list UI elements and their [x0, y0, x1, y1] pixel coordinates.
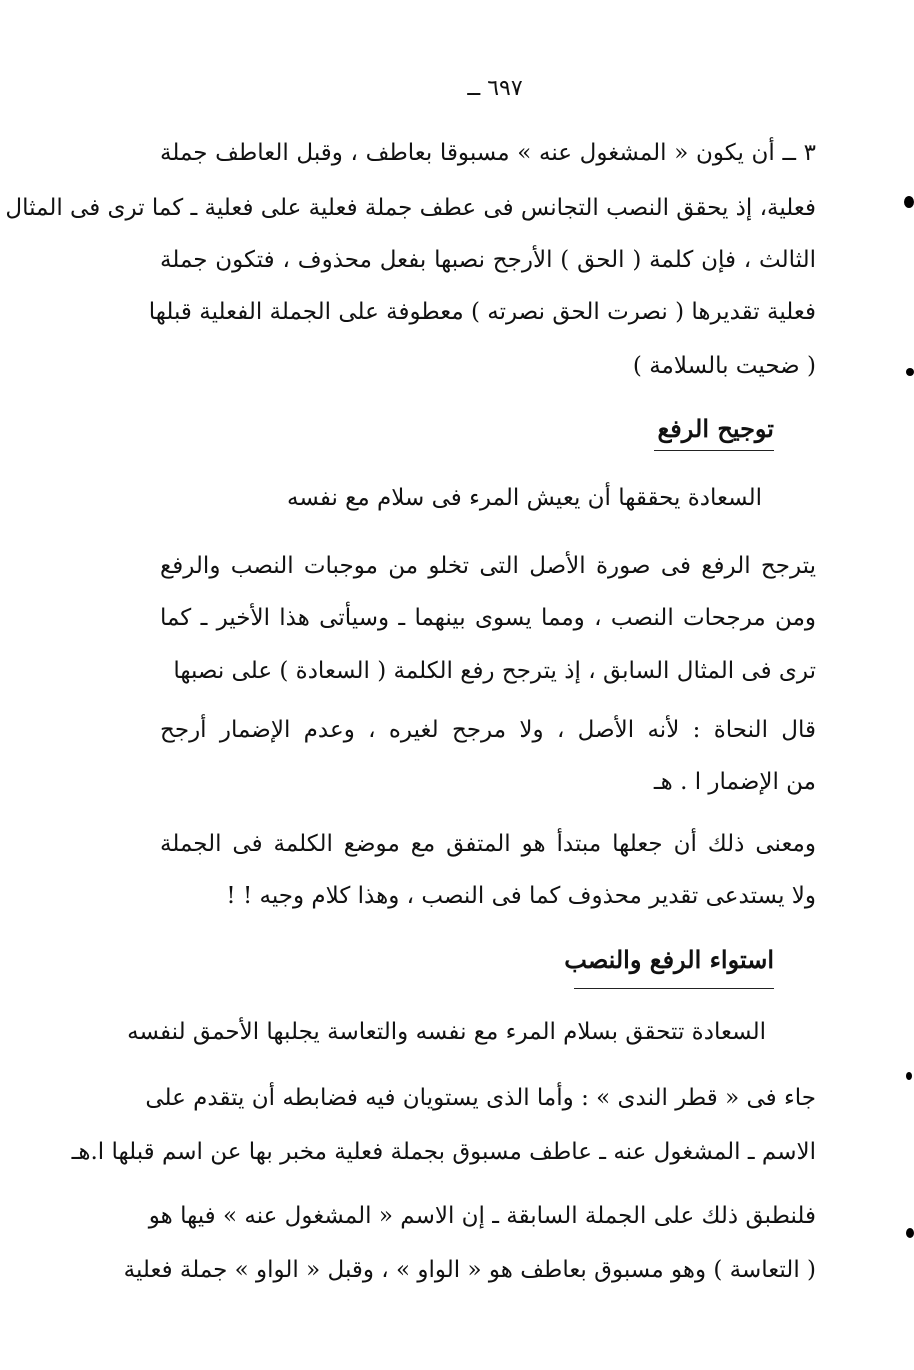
heading-underline: [574, 988, 774, 989]
paragraph-line: قال النحاة : لأنه الأصل ، ولا مرجح لغيره ، وعدم الإضمار أرجح: [160, 717, 816, 743]
scan-mark: [906, 1228, 914, 1238]
scan-mark: [906, 1072, 912, 1080]
paragraph-line: فعلية تقديرها ( نصرت الحق نصرته ) معطوفة على الجملة الفعلية قبلها: [148, 299, 816, 325]
paragraph-line: ( ضحيت بالسلامة ): [632, 353, 816, 379]
paragraph-line: الاسم ـ المشغول عنه ـ عاطف مسبوق بجملة فعلية مخبر بها عن اسم قبلها ا.هـ: [71, 1139, 816, 1165]
scan-mark: [904, 196, 914, 208]
paragraph-line: جاء فى « قطر الندى » : وأما الذى يستويان فيه فضابطه أن يتقدم على: [145, 1085, 816, 1111]
page-number: ٦٩٧ ــ: [467, 76, 523, 101]
section-heading: توجيح الرفع: [657, 414, 774, 443]
paragraph-line: ومن مرجحات النصب ، ومما يسوى بينهما ـ وسيأتى هذا الأخير ـ كما: [160, 605, 816, 631]
paragraph-line: فعلية، إذ يحقق النصب التجانس فى عطف جملة فعلية على فعلية ـ كما ترى فى المثال: [5, 195, 816, 221]
section-heading: استواء الرفع والنصب: [564, 945, 774, 974]
example-sentence: السعادة تتحقق بسلام المرء مع نفسه والتعاسة يجلبها الأحمق لنفسه: [127, 1019, 766, 1045]
paragraph-line: من الإضمار ا . هـ: [653, 769, 816, 795]
paragraph-line: ومعنى ذلك أن جعلها مبتدأ هو المتفق مع موضع الكلمة فى الجملة: [160, 831, 816, 857]
paragraph-line: ترى فى المثال السابق ، إذ يترجح رفع الكلمة ( السعادة ) على نصبها: [173, 658, 816, 684]
example-sentence: السعادة يحققها أن يعيش المرء فى سلام مع نفسه: [286, 485, 762, 511]
paragraph-line: ٣ ــ أن يكون « المشغول عنه » مسبوقا بعاطف ، وقبل العاطف جملة: [160, 140, 816, 166]
heading-underline: [654, 450, 774, 451]
paragraph-line: فلنطبق ذلك على الجملة السابقة ـ إن الاسم « المشغول عنه » فيها هو: [148, 1203, 816, 1229]
paragraph-line: يترجح الرفع فى صورة الأصل التى تخلو من موجبات النصب والرفع: [160, 553, 816, 579]
paragraph-line: ( التعاسة ) وهو مسبوق بعاطف هو « الواو » ، وقبل « الواو » جملة فعلية: [123, 1257, 816, 1283]
paragraph-line: الثالث ، فإن كلمة ( الحق ) الأرجح نصبها بفعل محذوف ، فتكون جملة: [160, 247, 816, 273]
paragraph-line: ولا يستدعى تقدير محذوف كما فى النصب ، وهذا كلام وجيه ! !: [226, 883, 816, 909]
scan-mark: [906, 368, 914, 376]
